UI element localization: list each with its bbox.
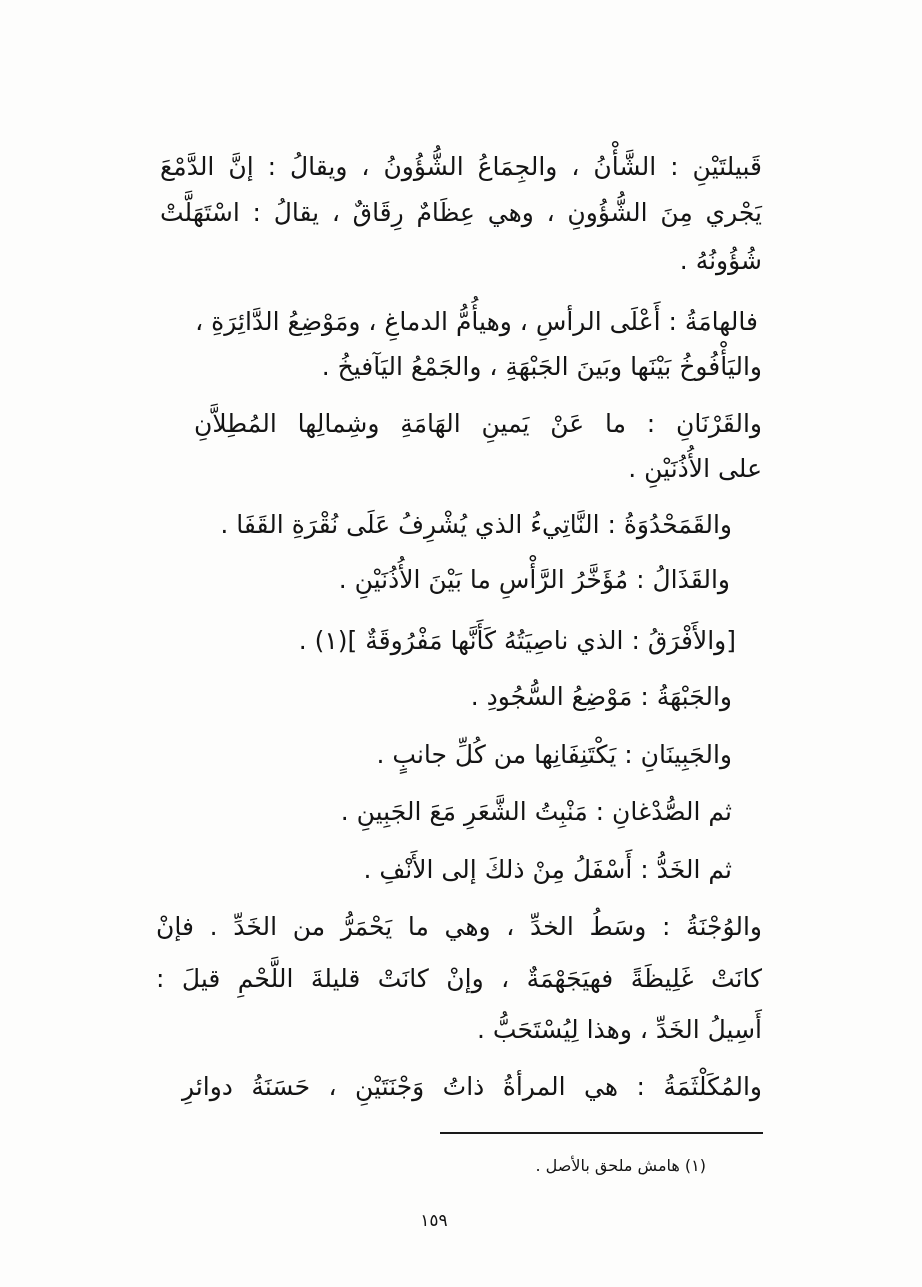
- text-line: والجَبِينَانِ : يَكْتَنِفَانِها من كُلِّ جانبٍ .: [376, 740, 732, 769]
- footnote-divider: [440, 1132, 763, 1134]
- page-number: ١٥٩: [420, 1211, 448, 1231]
- text-line: [والأَفْرَقُ : الذي ناصِيَتُهُ كَأَنَّها مَفْرُوقَةٌ ](١) .: [298, 626, 736, 655]
- text-line: على الأُذُنَيْنِ .: [628, 454, 762, 483]
- text-line: شُؤُونُهُ .: [679, 246, 762, 275]
- text-line: والقَذَالُ : مُؤَخَّرُ الرَّأْسِ ما بَيْنَ الأُذُنَيْنِ .: [338, 565, 730, 594]
- text-line: فالهامَةُ : أَعْلَى الرأسِ ، وهيأُمُّ الدماغِ ، ومَوْضِعُ الدَّائِرَةِ ،: [195, 307, 758, 336]
- text-line: يَجْري مِنَ الشُّؤُونِ ، وهي عِظَامٌ رِقَاقٌ ، يقالُ : اسْتَهَلَّتْ: [160, 198, 762, 227]
- text-line: واليَأْفُوخُ بَيْنَها وبَينَ الجَبْهَةِ ، والجَمْعُ اليَآفيخُ .: [321, 352, 762, 381]
- footnote: (١) هامش ملحق بالأصل .: [535, 1156, 706, 1175]
- text-line: والقَرْنَانِ : ما عَنْ يَمينِ الهَامَةِ وشِمالِها المُطِلاَّنِ: [194, 409, 762, 438]
- text-line: أَسِيلُ الخَدِّ ، وهذا لِيُسْتَحَبُّ .: [477, 1015, 762, 1044]
- text-line: والجَبْهَةُ : مَوْضِعُ السُّجُودِ .: [470, 682, 732, 711]
- text-line: والوُجْنَةُ : وسَطُ الخدِّ ، وهي ما يَحْمَرُّ من الخَدِّ . فإنْ: [156, 912, 762, 941]
- text-line: قَبيلتَيْنِ : الشَّأْنُ ، والجِمَاعُ الشُّؤُونُ ، ويقالُ : إنَّ الدَّمْعَ: [160, 152, 762, 181]
- text-line: ثم الصُّدْغانِ : مَنْبِتُ الشَّعَرِ مَعَ الجَبِينِ .: [340, 797, 732, 826]
- text-line: والقَمَحْدُوَةُ : النَّاتِيءُ الذي يُشْرِفُ عَلَى نُقْرَةِ القَفَا .: [220, 510, 732, 539]
- text-line: ثم الخَدُّ : أَسْفَلُ مِنْ ذلكَ إلى الأَنْفِ .: [363, 855, 732, 884]
- text-line: والمُكَلْثَمَةُ : هي المرأةُ ذاتُ وَجْنَتَيْنِ ، حَسَنَةُ دوائرِ: [182, 1072, 762, 1101]
- text-line: كانَتْ غَلِيظَةً فهيَجَهْمَةٌ ، وإنْ كانَتْ قليلةَ اللَّحْمِ قيلَ :: [156, 964, 762, 993]
